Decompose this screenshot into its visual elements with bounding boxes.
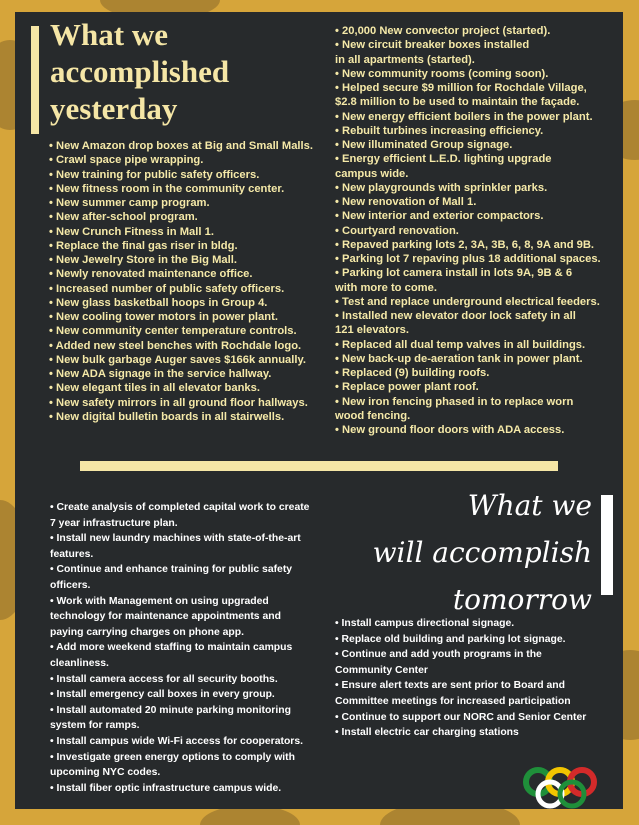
list-item: • Install campus wide Wi-Fi access for cooperators. (50, 734, 310, 750)
list-item: • New bulk garbage Auger saves $166k annually. (49, 353, 313, 367)
yesterday-left-list (49, 139, 313, 424)
yesterday-right-list (335, 24, 601, 437)
list-item: • Continue and enhance training for public safety officers. (50, 562, 310, 593)
list-item: • Rebuilt turbines increasing efficiency. (335, 124, 601, 138)
list-item: • New renovation of Mall 1. (335, 195, 601, 209)
section-divider (80, 461, 558, 471)
list-item: • New digital bulletin boards in all stairwells. (49, 410, 313, 424)
list-item: • Installed new elevator door lock safety in all 121 elevators. (335, 309, 601, 338)
yesterday-title-bar (31, 26, 39, 134)
tomorrow-title-line-1: What we (467, 489, 592, 522)
list-item: • Continue and add youth programs in the Community Center (335, 647, 595, 678)
list-item: • Energy efficient L.E.D. lighting upgrade campus wide. (335, 152, 601, 181)
yesterday-title (50, 16, 229, 127)
tomorrow-title (340, 482, 592, 623)
list-item: • Continue to support our NORC and Senior Center (335, 710, 595, 726)
list-item: • New after-school program. (49, 210, 313, 224)
list-item: • Replaced (9) building roofs. (335, 366, 601, 380)
tomorrow-title-bar (601, 495, 613, 595)
list-item: • New glass basketball hoops in Group 4. (49, 296, 313, 310)
list-item: • Parking lot camera install in lots 9A, 9B & 6 with more to come. (335, 266, 601, 295)
list-item: • Parking lot 7 repaving plus 18 additional spaces. (335, 252, 601, 266)
list-item: • Install fiber optic infrastructure campus wide. (50, 781, 310, 797)
list-item: • Replace the final gas riser in bldg. (49, 239, 313, 253)
rochdale-rings-logo-icon (520, 752, 610, 812)
list-item: • New circuit breaker boxes installed in all apartments (started). (335, 38, 601, 67)
list-item: • New ADA signage in the service hallway. (49, 367, 313, 381)
list-item: • Install emergency call boxes in every group. (50, 687, 310, 703)
list-item: • New training for public safety officers. (49, 168, 313, 182)
list-item: • Install automated 20 minute parking monitoring system for ramps. (50, 703, 310, 734)
list-item: • Add more weekend staffing to maintain campus cleanliness. (50, 640, 310, 671)
list-item: • New Amazon drop boxes at Big and Small Malls. (49, 139, 313, 153)
list-item: • Install campus directional signage. (335, 616, 595, 632)
list-item: • 20,000 New convector project (started). (335, 24, 601, 38)
list-item: • New community center temperature controls. (49, 324, 313, 338)
yesterday-title-line-3: yesterday (50, 91, 178, 126)
yesterday-title-line-2: accomplished (50, 54, 230, 89)
list-item: • Install electric car charging stations (335, 725, 595, 741)
list-item: • Ensure alert texts are sent prior to Board and Committee meetings for increased participation (335, 678, 595, 709)
yesterday-title-line-1: What we (50, 17, 168, 52)
list-item: • Added new steel benches with Rochdale logo. (49, 339, 313, 353)
list-item: • New fitness room in the community center. (49, 182, 313, 196)
list-item: • Crawl space pipe wrapping. (49, 153, 313, 167)
list-item: • Increased number of public safety officers. (49, 282, 313, 296)
list-item: • New elegant tiles in all elevator banks. (49, 381, 313, 395)
tomorrow-title-line-2: will accomplish (372, 536, 592, 569)
list-item: • Newly renovated maintenance office. (49, 267, 313, 281)
list-item: • New safety mirrors in all ground floor hallways. (49, 396, 313, 410)
list-item: • New illuminated Group signage. (335, 138, 601, 152)
list-item: • New community rooms (coming soon). (335, 67, 601, 81)
list-item: • Replace power plant roof. (335, 380, 601, 394)
list-item: • New back-up de-aeration tank in power plant. (335, 352, 601, 366)
list-item: • Install new laundry machines with state-of-the-art features. (50, 531, 310, 562)
list-item: • Repaved parking lots 2, 3A, 3B, 6, 8, 9A and 9B. (335, 238, 601, 252)
list-item: • Create analysis of completed capital work to create 7 year infrastructure plan. (50, 500, 310, 531)
list-item: • New ground floor doors with ADA access. (335, 423, 601, 437)
list-item: • New Jewelry Store in the Big Mall. (49, 253, 313, 267)
list-item: • Helped secure $9 million for Rochdale Village, $2.8 million to be used to maintain the façade. (335, 81, 601, 110)
tomorrow-left-list (50, 500, 310, 796)
list-item: • New iron fencing phased in to replace worn wood fencing. (335, 395, 601, 424)
list-item: • Install camera access for all security booths. (50, 672, 310, 688)
tomorrow-right-list (335, 616, 595, 741)
list-item: • New energy efficient boilers in the power plant. (335, 110, 601, 124)
tomorrow-title-line-3: tomorrow (452, 583, 592, 616)
list-item: • New cooling tower motors in power plant. (49, 310, 313, 324)
list-item: • Replaced all dual temp valves in all buildings. (335, 338, 601, 352)
list-item: • New Crunch Fitness in Mall 1. (49, 225, 313, 239)
list-item: • New summer camp program. (49, 196, 313, 210)
list-item: • Test and replace underground electrical feeders. (335, 295, 601, 309)
list-item: • New playgrounds with sprinkler parks. (335, 181, 601, 195)
list-item: • New interior and exterior compactors. (335, 209, 601, 223)
list-item: • Replace old building and parking lot signage. (335, 632, 595, 648)
list-item: • Work with Management on using upgraded technology for maintenance appointments and paying carrying charges on phone app. (50, 594, 310, 641)
list-item: • Courtyard renovation. (335, 224, 601, 238)
list-item: • Investigate green energy options to comply with upcoming NYC codes. (50, 750, 310, 781)
